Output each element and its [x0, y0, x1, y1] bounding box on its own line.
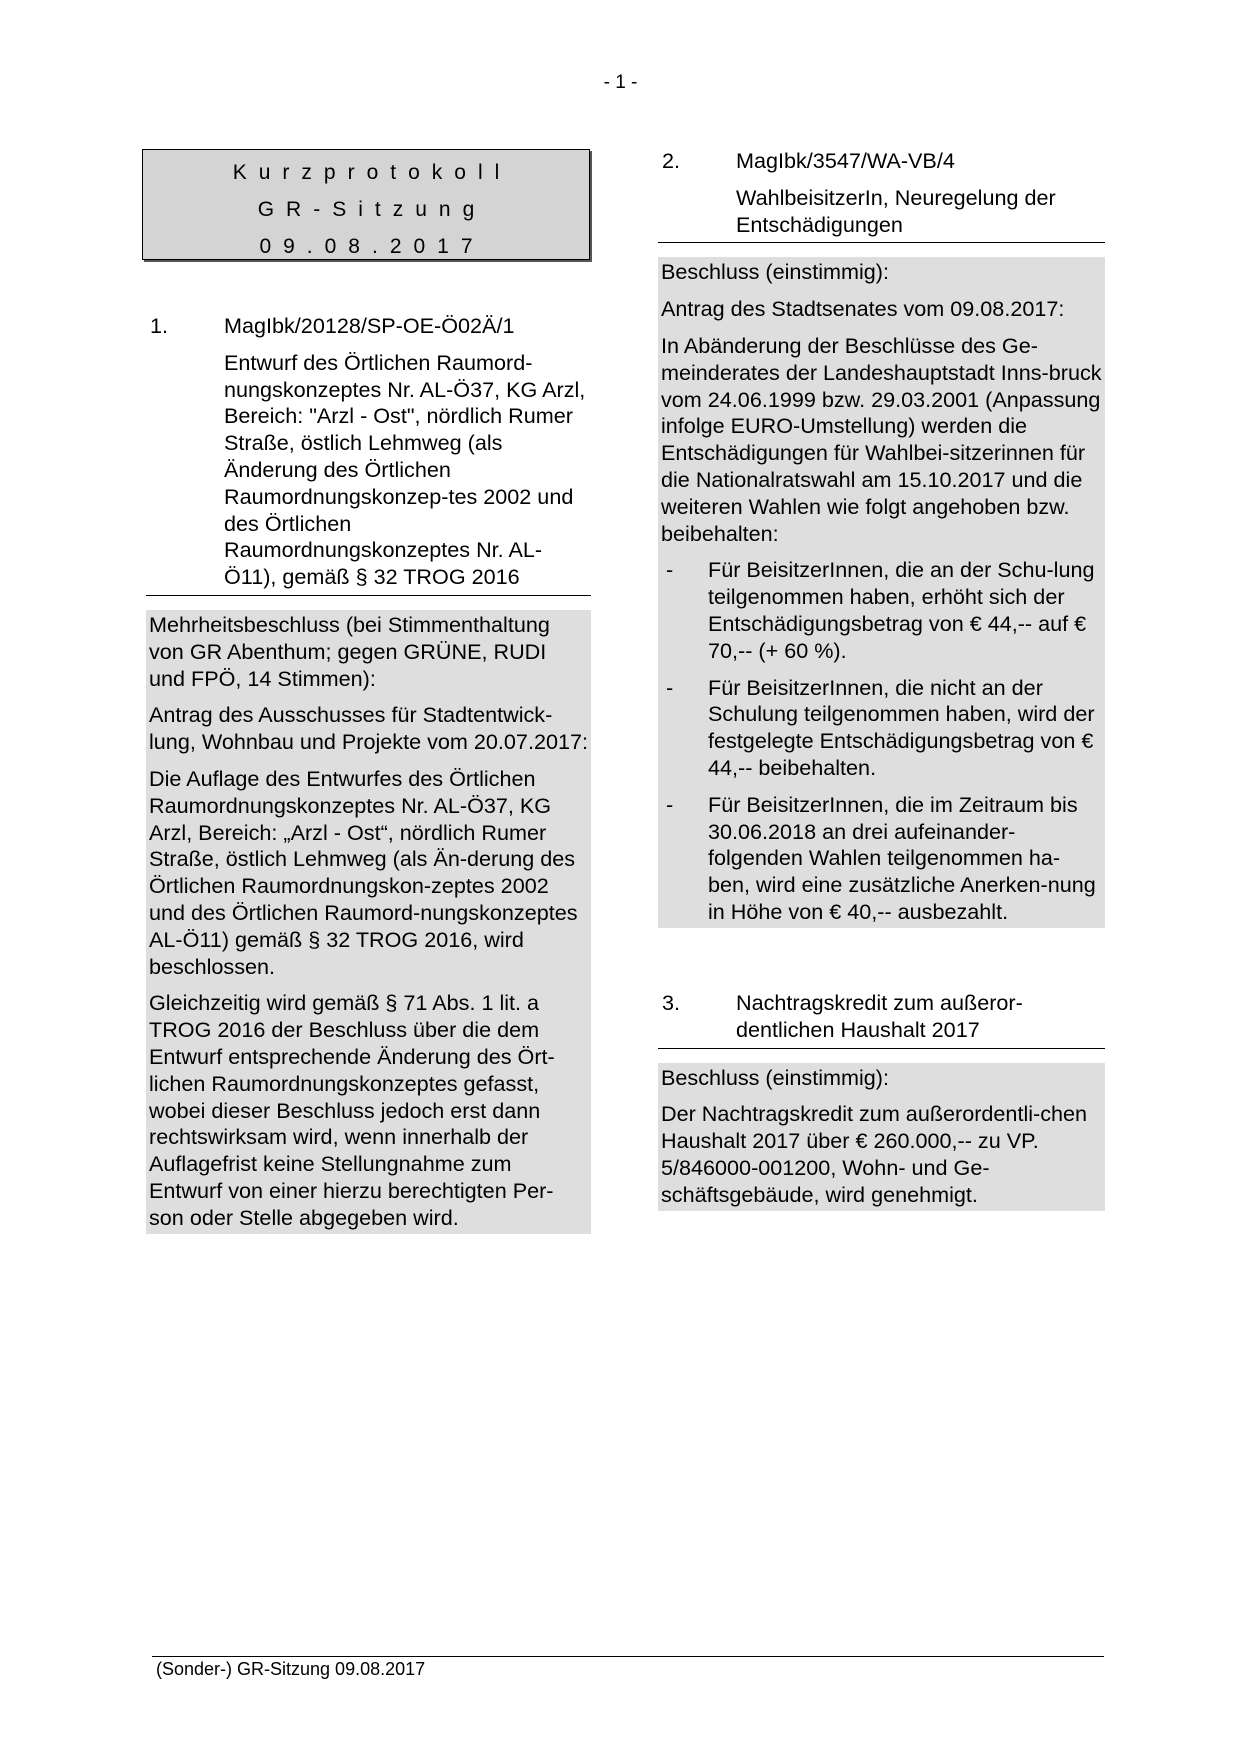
list-item-text: Für BeisitzerInnen, die an der Schu-lung teilgenommen haben, erhöht sich der Entschädigungsbetrag von € 44,-- auf € 70,-- (+ 60 %).	[708, 557, 1095, 663]
divider	[658, 242, 1105, 243]
list-item-text: Für BeisitzerInnen, die nicht an der Schulung teilgenommen haben, wird der festgelegte Entschädigungsbetrag von € 44,-- beibehalten.	[708, 674, 1095, 780]
page-number: - 1 -	[603, 72, 638, 93]
list-item	[661, 792, 1102, 926]
session-title: GR-Sitzung	[257, 198, 487, 221]
resolution-heading: Beschluss (einstimmig):	[661, 1064, 889, 1090]
item-subject: WahlbeisitzerIn, Neuregelung der Entschädigungen	[736, 184, 1056, 237]
resolution-intro: In Abänderung der Beschlüsse des Ge-meinderates der Landeshauptstadt Inns-bruck vom 24.06.1999 bzw. 29.03.2001 (Anpassung infolge EURO-Umstellung) werden die Entschädigungen für Wahlbei-sitzerinnen für die Nationalratswahl am 15.10.2017 und die weiteren Wahlen wie folgt angehoben bzw. beibehalten:	[661, 332, 1102, 546]
agenda-item-3	[658, 990, 1105, 1211]
resolution-paragraph: Die Auflage des Entwurfes des Örtlichen Raumordnungskonzeptes Nr. AL-Ö37, KG Arzl, Bereich: „Arzl - Ost“, nördlich Rumer Straße, östlich Lehmweg (als Än-derung des Örtlichen Raumordnungskon-zeptes 2002 und des Örtlichen Raumord-nungskonzeptes AL-Ö11) gemäß § 32 TROG 2016, wird beschlossen.	[149, 765, 578, 979]
footer-divider	[152, 1656, 1104, 1657]
session-date: 09.08.2017	[259, 235, 485, 258]
item-reference: MagIbk/20128/SP-OE-Ö02Ä/1	[224, 313, 515, 338]
item-header	[146, 313, 591, 591]
bullet-dash: -	[666, 674, 674, 700]
item-header	[658, 990, 1105, 1044]
footer-text: (Sonder-) GR-Sitzung 09.08.2017	[156, 1659, 426, 1679]
resolution-heading: Mehrheitsbeschluss (bei Stimmenthaltung von GR Abenthum; gegen GRÜNE, RUDI und FPÖ, 14 Stimmen):	[149, 611, 550, 691]
item-subject: Nachtragskredit zum außeror-dentlichen Haushalt 2017	[736, 990, 1023, 1042]
resolution-box	[658, 257, 1105, 927]
bullet-dash: -	[666, 557, 674, 583]
motion-text: Antrag des Ausschusses für Stadtentwick-lung, Wohnbau und Projekte vom 20.07.2017:	[149, 702, 588, 755]
motion-text: Antrag des Stadtsenates vom 09.08.2017:	[661, 296, 1065, 322]
item-number: 1.	[150, 313, 169, 338]
agenda-item-2	[658, 148, 1105, 928]
list-item-text: Für BeisitzerInnen, die im Zeitraum bis 30.06.2018 an drei aufeinander-folgenden Wahlen teilgenommen ha-ben, wird eine zusätzliche Anerken-nung in Höhe von € 40,-- ausbezahlt.	[708, 791, 1096, 924]
resolution-heading: Beschluss (einstimmig):	[661, 259, 889, 285]
bullet-dash: -	[666, 791, 674, 817]
resolution-paragraph: Der Nachtragskredit zum außerordentli-chen Haushalt 2017 über € 260.000,-- zu VP. 5/846000-001200, Wohn- und Ge-schäftsgebäude, wird genehmigt.	[661, 1101, 1088, 1207]
agenda-item-1	[146, 313, 591, 1234]
divider	[146, 595, 591, 596]
compensation-list	[661, 557, 1102, 925]
item-header	[658, 148, 1105, 238]
item-reference: MagIbk/3547/WA-VB/4	[736, 148, 955, 173]
resolution-box	[146, 610, 591, 1234]
resolution-box	[658, 1063, 1105, 1211]
item-subject: Entwurf des Örtlichen Raumord-nungskonzeptes Nr. AL-Ö37, KG Arzl, Bereich: "Arzl - Ost", nördlich Rumer Straße, östlich Lehmweg (als Änderung des Örtlichen Raumordnungskonzep-tes 2002 und des Örtlichen Raumordnungskonzeptes Nr. AL-Ö11), gemäß § 32 TROG 2016	[224, 349, 586, 590]
item-number: 2.	[662, 148, 681, 173]
list-item	[661, 557, 1102, 664]
item-number: 3.	[662, 990, 681, 1015]
divider	[658, 1048, 1105, 1049]
resolution-paragraph: Gleichzeitig wird gemäß § 71 Abs. 1 lit. a TROG 2016 der Beschluss über die dem Entwurf entsprechende Änderung des Ört-lichen Raumordnungskonzeptes gefasst, wobei dieser Beschluss jedoch erst dann rechtswirksam wird, wenn innerhalb der Auflagefrist keine Stellungnahme zum Entwurf von einer hierzu berechtigten Per-son oder Stelle abgegeben wird.	[149, 990, 555, 1230]
protocol-title-box	[142, 149, 590, 260]
protocol-title: Kurzprotokoll	[232, 161, 512, 184]
list-item	[661, 675, 1102, 782]
